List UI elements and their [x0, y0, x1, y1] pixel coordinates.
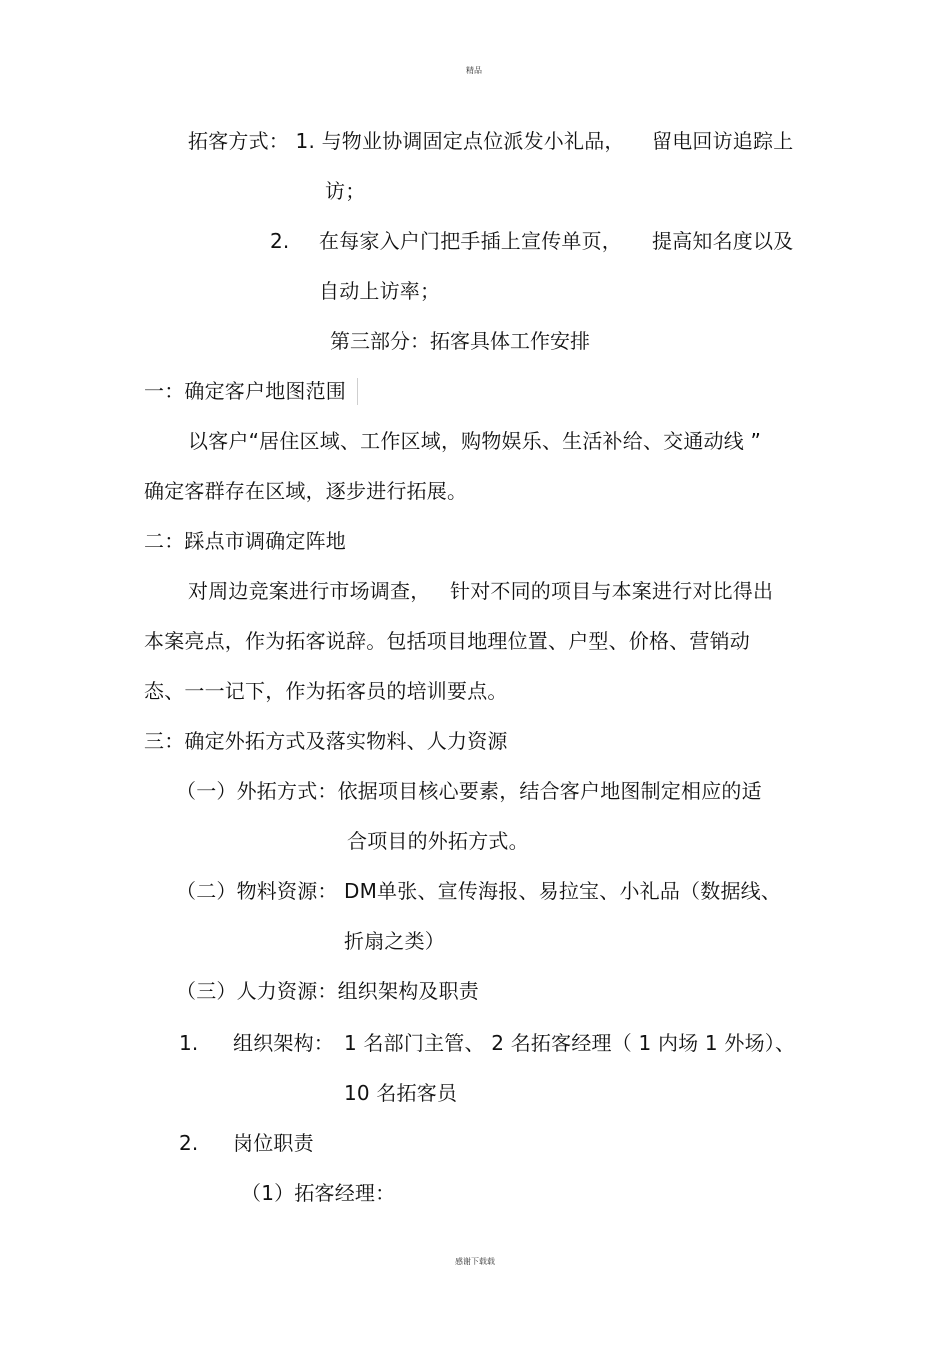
header-tag: 精品	[466, 66, 482, 75]
duty-label: 岗位职责	[233, 1131, 314, 1155]
org-structure-text: 1 名部门主管、 2 名拓客经理（ 1 内场 1 外场）、	[344, 1031, 796, 1055]
text-line-5: 提高知名度以及	[652, 229, 794, 253]
section-two-text-3: 态、一一记下，作为拓客员的培训要点。	[144, 679, 508, 703]
subsection-one-text: （一）外拓方式：依据项目核心要素，结合客户地图制定相应的适	[176, 779, 762, 803]
manager-label: （1）拓客经理：	[241, 1181, 396, 1205]
subsection-two-text: DM单张、宣传海报、易拉宝、小礼品（数据线、	[344, 879, 782, 903]
section-two-text-1b: 针对不同的项目与本案进行对比得出	[450, 579, 774, 603]
section-three-heading: 三：确定外拓方式及落实物料、人力资源	[144, 729, 508, 753]
footer-tag: 感谢下载载	[455, 1257, 495, 1266]
text-line-6: 自动上访率；	[319, 279, 441, 303]
org-structure-continuation: 10 名拓客员	[344, 1081, 458, 1105]
subsection-one-continuation: 合项目的外拓方式。	[347, 829, 529, 853]
section-two-heading: 二：踩点市调确定阵地	[144, 529, 346, 553]
list-number-1: 1.	[179, 1031, 199, 1055]
section-two-text-1a: 对周边竞案进行市场调查，	[188, 579, 431, 603]
section-one-text-1: 以客户“居住区域、工作区域，购物娱乐、生活补给、交通动线 ”	[188, 429, 762, 453]
list-number-2b: 2.	[179, 1131, 199, 1155]
cursor-marker	[357, 378, 358, 405]
text-line-2: 留电回访追踪上	[652, 129, 794, 153]
subsection-two-continuation: 折扇之类）	[344, 929, 445, 953]
text-line-1: 拓客方式： 1. 与物业协调固定点位派发小礼品，	[188, 129, 625, 153]
subsection-two-label: （二）物料资源：	[176, 879, 338, 903]
text-line-4: 在每家入户门把手插上宣传单页，	[319, 229, 622, 253]
subsection-three-text: （三）人力资源：组织架构及职责	[176, 979, 479, 1003]
section-one-heading: 一：确定客户地图范围	[144, 379, 346, 403]
section-two-text-2: 本案亮点，作为拓客说辞。包括项目地理位置、户型、价格、营销动	[144, 629, 750, 653]
section-one-text-2: 确定客群存在区域，逐步进行拓展。	[144, 479, 468, 503]
section-title: 第三部分：拓客具体工作安排	[330, 329, 590, 353]
text-line-3: 访；	[325, 179, 366, 203]
org-structure-label: 组织架构：	[233, 1031, 334, 1055]
list-number-2: 2.	[270, 229, 290, 253]
